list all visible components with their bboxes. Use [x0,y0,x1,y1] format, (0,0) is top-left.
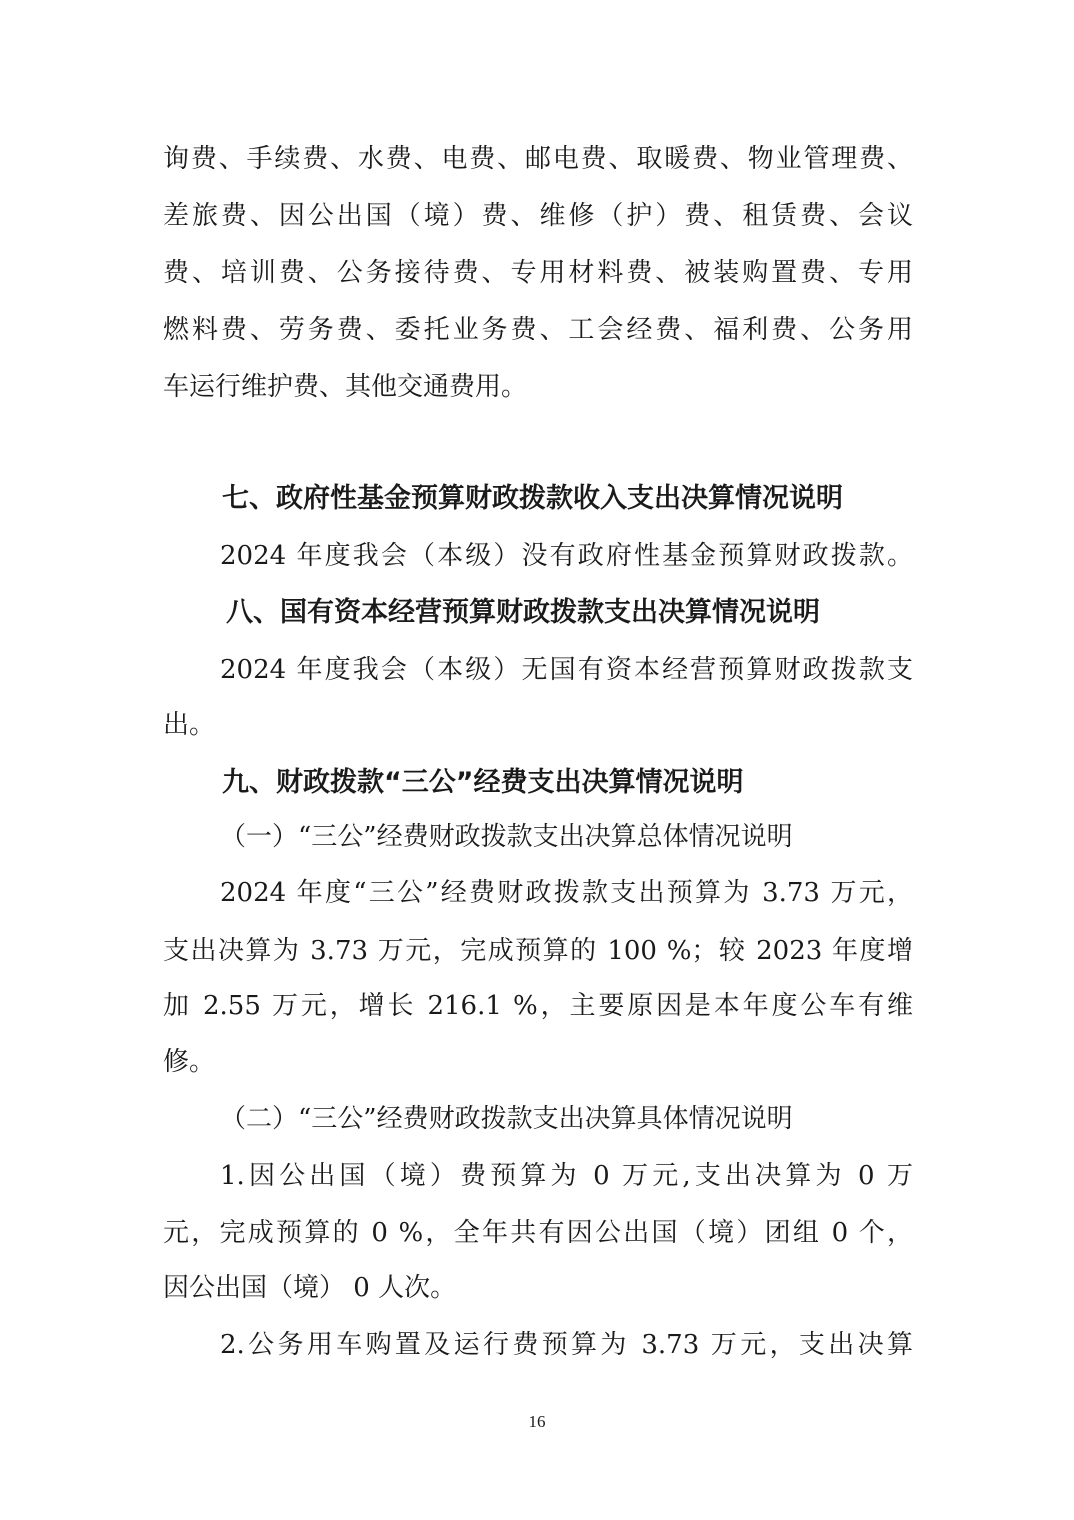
paragraph-line: 询费、手续费、水费、电费、邮电费、取暖费、物业管理费、 [163,144,913,174]
paragraph-line: 2024 年度我会（本级）没有政府性基金预算财政拨款。 [220,541,913,571]
paragraph-line: 支出决算为 3.73 万元，完成预算的 100 %；较 2023 年度增 [163,936,913,966]
paragraph-line: 出。 [163,710,216,740]
paragraph-line: 2024 年度我会（本级）无国有资本经营预算财政拨款支 [220,655,913,685]
page-number: 16 [528,1412,546,1431]
paragraph-line: 1.因公出国（境）费预算为 0 万元,支出决算为 0 万 [220,1161,913,1191]
section-heading: 九、财政拨款“三公”经费支出决算情况说明 [222,767,744,798]
paragraph-line: 元，完成预算的 0 %，全年共有因公出国（境）团组 0 个， [163,1218,913,1248]
paragraph-line: 2024 年度“三公”经费财政拨款支出预算为 3.73 万元， [220,878,913,908]
paragraph-line: 2.公务用车购置及运行费预算为 3.73 万元，支出决算 [220,1330,913,1360]
section-heading: 八、国有资本经营预算财政拨款支出决算情况说明 [226,597,820,628]
paragraph-line: 燃料费、劳务费、委托业务费、工会经费、福利费、公务用 [163,315,913,345]
paragraph-line: 加 2.55 万元，增长 216.1 %，主要原因是本年度公车有维 [163,991,913,1021]
subsection-heading: （一）“三公”经费财政拨款支出决算总体情况说明 [220,822,793,852]
section-heading: 七、政府性基金预算财政拨款收入支出决算情况说明 [222,483,843,514]
paragraph-line: 修。 [163,1047,216,1077]
paragraph-line: 车运行维护费、其他交通费用。 [163,372,528,402]
subsection-heading: （二）“三公”经费财政拨款支出决算具体情况说明 [220,1104,793,1134]
paragraph-line: 因公出国（境） 0 人次。 [163,1273,457,1303]
paragraph-line: 差旅费、因公出国（境）费、维修（护）费、租赁费、会议 [163,201,913,231]
paragraph-line: 费、培训费、公务接待费、专用材料费、被装购置费、专用 [163,258,913,288]
